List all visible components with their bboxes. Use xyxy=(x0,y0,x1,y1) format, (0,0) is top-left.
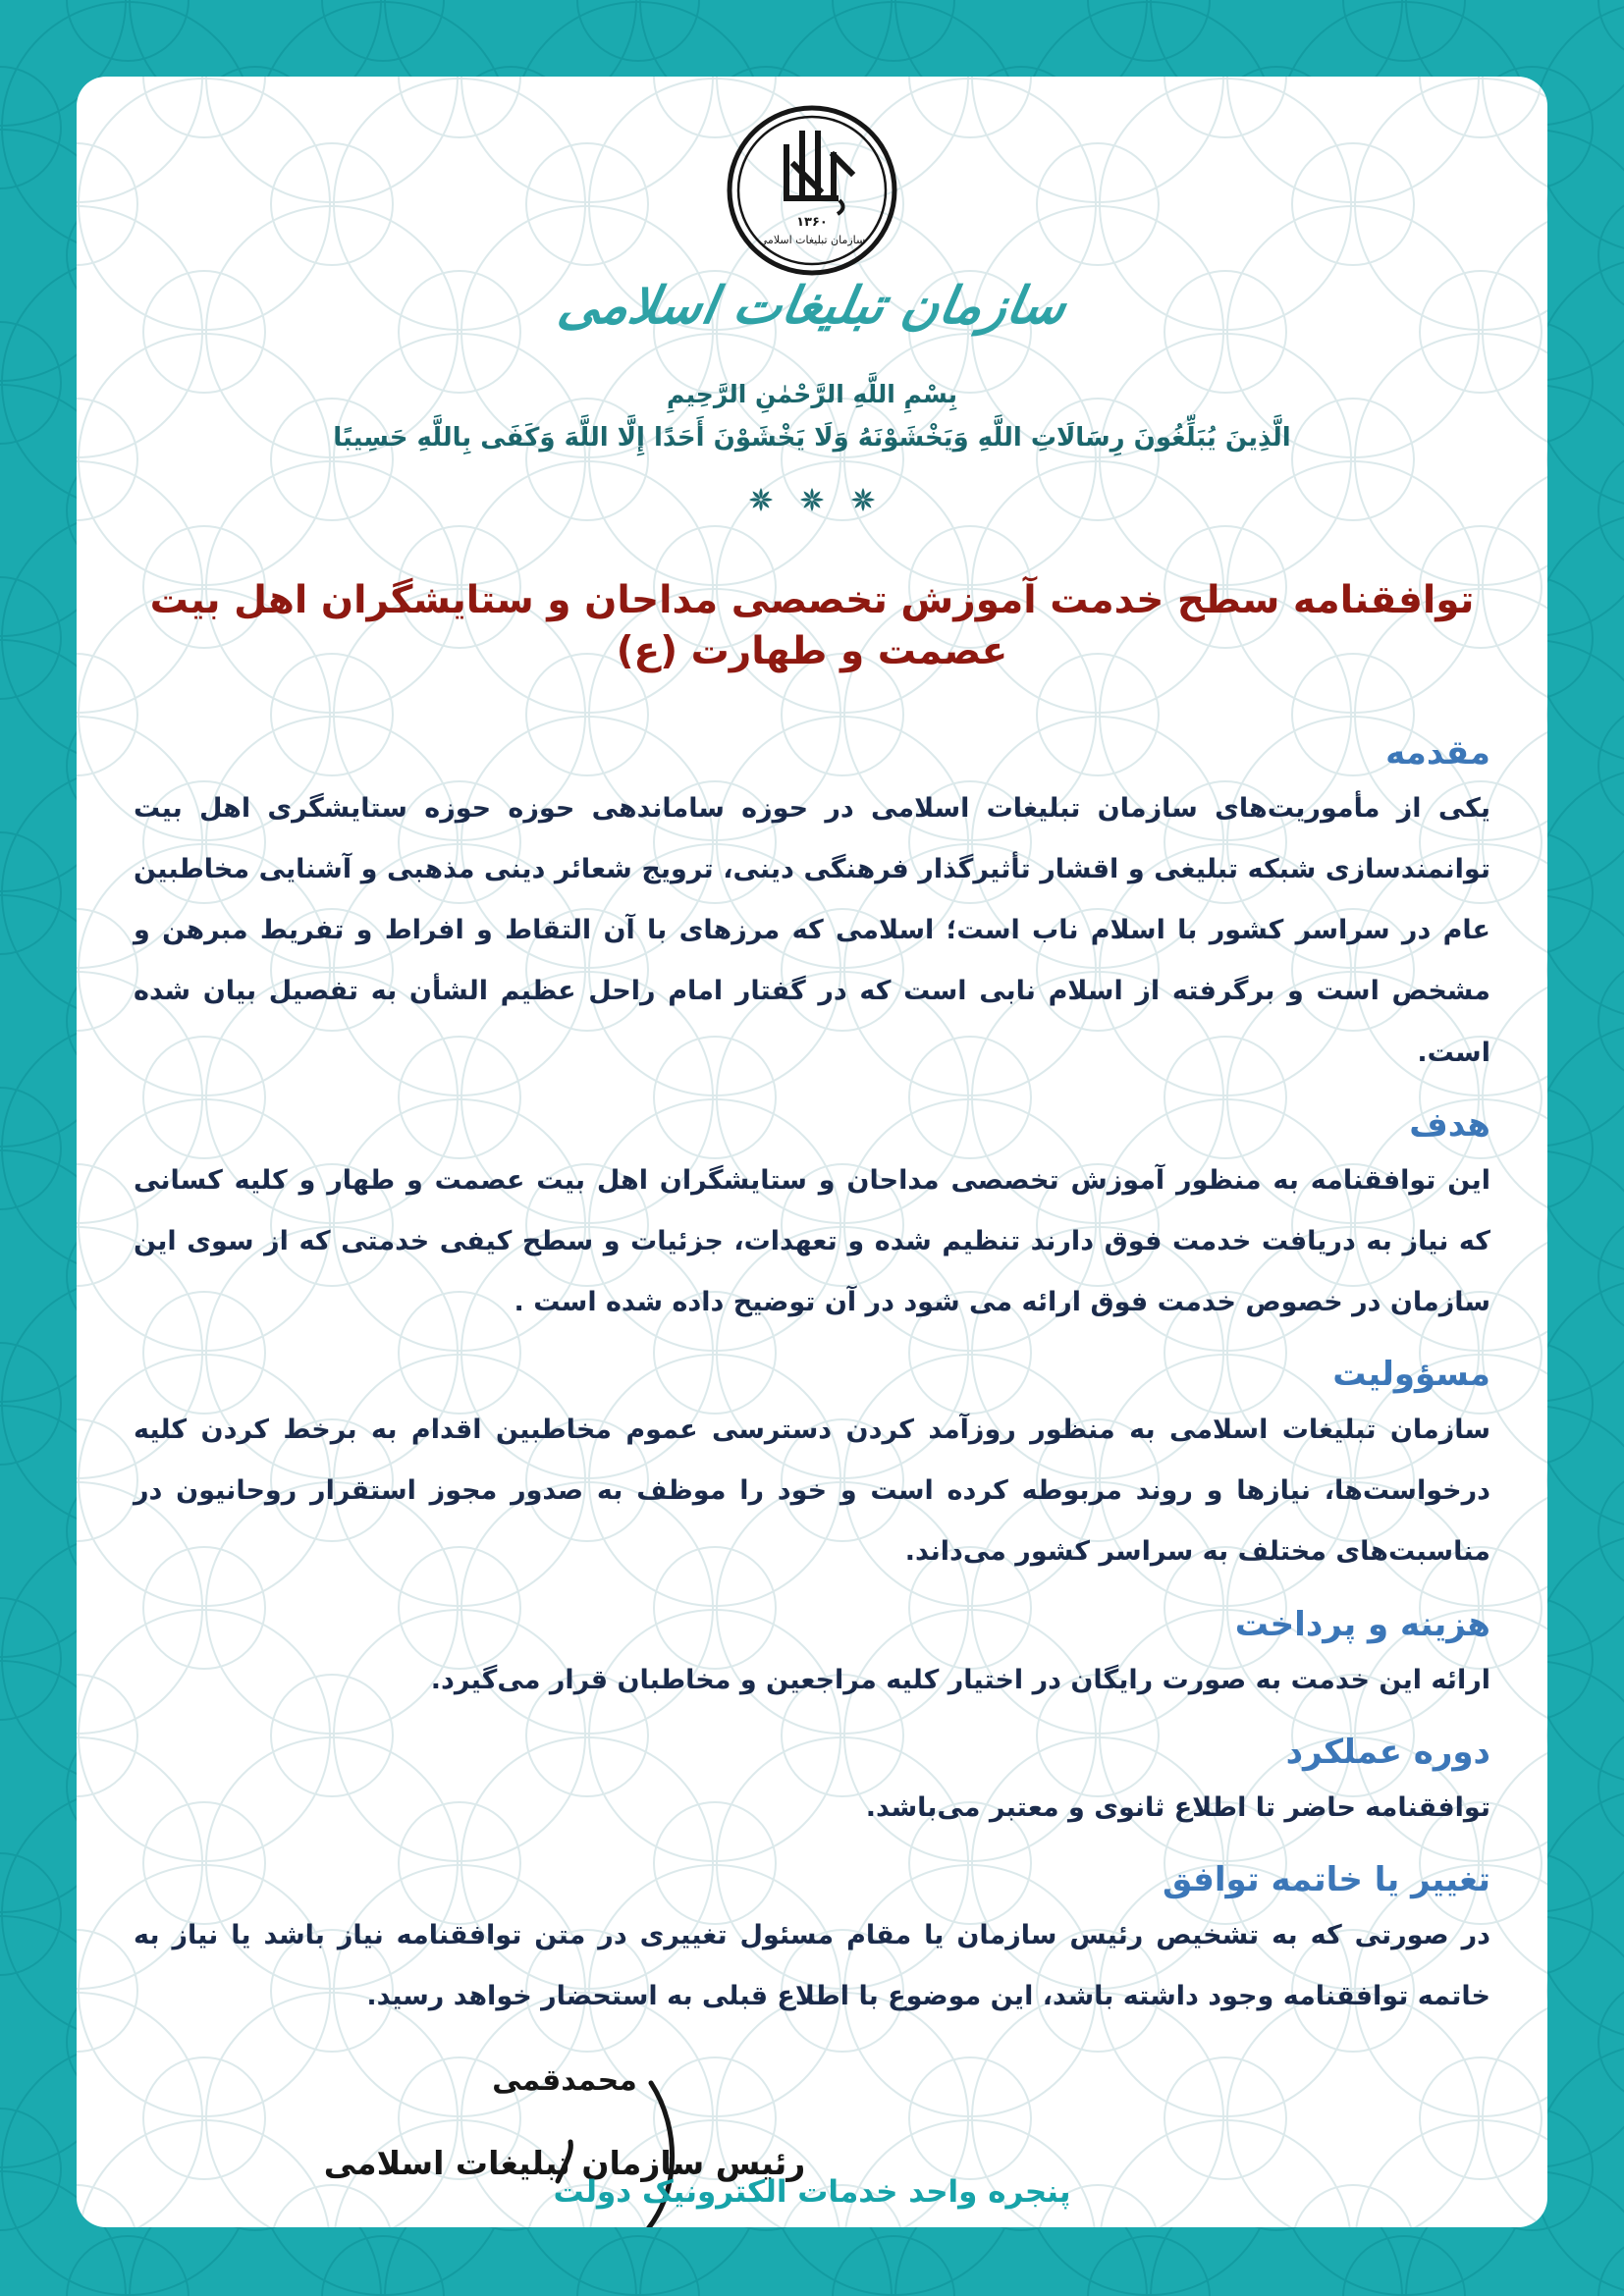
org-logo xyxy=(77,77,1547,335)
sections xyxy=(134,731,1490,2028)
section-body: این توافقنامه به منظور آموزش تخصصی مداحان و ستایشگران اهل بیت عصمت و طهار و کلیه کسانی که نیاز به دریافت خدمت فوق دارند تنظیم شده و تعهدات، جزئیات و سطح کیفی خدمتی که از سوی این سازمان در خصوص خدمت فوق ارائه می شود در آن توضیح داده شده است . xyxy=(134,1164,1490,1317)
section-heading: مسؤولیت xyxy=(1332,1355,1490,1395)
org-calligraphy: سازمان تبلیغات اسلامی xyxy=(553,277,1071,336)
section-heading: تغییر یا خاتمه توافق xyxy=(1162,1860,1490,1900)
footer-text: پنجره واحد خدمات الکترونیک دولت xyxy=(553,2174,1071,2210)
section-heading: دوره عملکرد xyxy=(1285,1732,1490,1772)
section-body: سازمان تبلیغات اسلامی به منظور روزآمد کردن دسترسی عموم مخاطبین اقدام به برخط کردن کلیه درخواست‌ها، نیازها و روند مربوطه کرده است و خود را موظف به صدور مجوز استقرار روحانیون در مناسبت‌های مختلف به سراسر کشور می‌داند. xyxy=(134,1415,1490,1568)
section-body: یکی از مأموریت‌های سازمان تبلیغات اسلامی در حوزه ساماندهی حوزه حوزه ستایشگری اهل بیت توانمندسازی شبکه تبلیغی و اقشار تأثیرگذار فرهنگی دینی، ترویج شعائر دینی مذهبی و آشنایی مخاطبین عام در سراسر کشور با اسلام ناب است؛ اسلامی که مرزهای با آن التقاط و افراط و تفریط مبرهن و مشخص است و برگرفته از اسلام نابی است که در گفتار امام راحل عظیم الشأن به تفصیل بیان شده است. xyxy=(134,793,1490,1068)
flower-asterisk-icon xyxy=(748,487,774,512)
signatory-role: رئیس سازمان تبلیغات اسلامی xyxy=(323,2143,806,2182)
ornament-separator xyxy=(77,487,1547,512)
quran-verse-text: الَّذِينَ يُبَلِّغُونَ رِسَالَاتِ اللَّهِ وَيَخْشَوْنَهُ وَلَا يَخْشَوْنَ أَحَدًا إِلَّا اللَّهَ وَكَفَى بِاللَّهِ حَسِيبًا xyxy=(333,422,1291,453)
signature-block xyxy=(260,2061,869,2185)
section-body: ارائه این خدمت به صورت رایگان در اختیار کلیه مراجعین و مخاطبان قرار می‌گیرد. xyxy=(430,1664,1490,1695)
flower-asterisk-icon xyxy=(799,487,825,512)
allah-emblem-icon xyxy=(726,104,898,277)
section-goal xyxy=(134,1103,1490,1333)
section-performance-period xyxy=(134,1731,1490,1839)
flower-asterisk-icon xyxy=(850,487,876,512)
bismillah-text: بِسْمِ اللَّهِ الرَّحْمٰنِ الرَّحِيمِ xyxy=(667,380,957,409)
section-responsibility xyxy=(134,1353,1490,1582)
document-content xyxy=(77,77,1547,2227)
document-card xyxy=(77,77,1547,2227)
document-title: توافقنامه سطح خدمت آموزش تخصصی مداحان و ستایشگران اهل بیت عصمت و طهارت (ع) xyxy=(149,577,1475,674)
section-body: در صورتی که به تشخیص رئیس سازمان یا مقام مسئول تغییری در متن توافقنامه نیاز باشد یا نیاز به خاتمه توافقنامه وجود داشته باشد، این موضوع با اطلاع قبلی به استحضار خواهد رسید. xyxy=(134,1920,1490,2012)
section-heading: هدف xyxy=(1409,1104,1490,1145)
section-cost-and-payment xyxy=(134,1603,1490,1711)
section-heading: هزینه و پرداخت xyxy=(1234,1604,1490,1644)
logo-year: ۱۳۶۰ xyxy=(796,215,828,230)
signatory-name: محمدقمی xyxy=(492,2062,637,2098)
section-introduction xyxy=(134,731,1490,1084)
section-heading: مقدمه xyxy=(1385,732,1490,773)
section-change-or-termination xyxy=(134,1858,1490,2027)
logo-org-small-text: سازمان تبلیغات اسلامی xyxy=(758,234,866,246)
section-body: توافقنامه حاضر تا اطلاع ثانوی و معتبر می‌باشد. xyxy=(865,1792,1490,1824)
